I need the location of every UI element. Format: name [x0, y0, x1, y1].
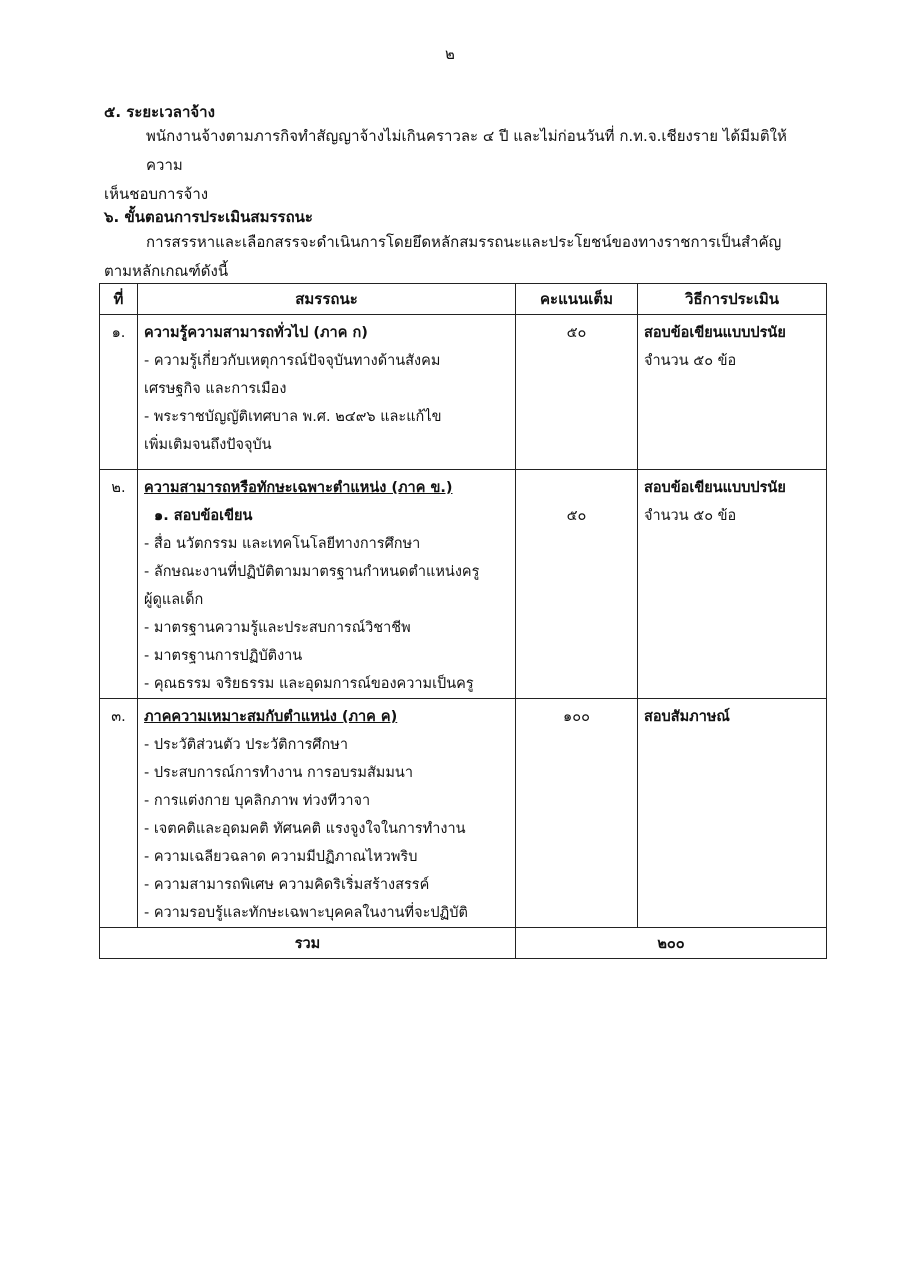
score-cell: ๑๐๐ — [516, 699, 638, 928]
competency-title: ภาคความเหมาะสมกับตำแหน่ง (ภาค ค) — [144, 709, 398, 725]
competency-line: ผู้ดูแลเด็ก — [144, 592, 204, 608]
row-number: ๒. — [100, 470, 138, 699]
table-header-row — [100, 284, 827, 315]
competency-line: เศรษฐกิจ และการเมือง — [144, 381, 287, 397]
section6-line1: การสรรหาและเลือกสรรจะดำเนินการโดยยึดหลักสมรรถนะและประโยชน์ของทางราชการเป็นสำคัญ — [146, 233, 782, 251]
competency-table — [99, 283, 827, 959]
competency-line: - ความรอบรู้และทักษะเฉพาะบุคคลในงานที่จะปฏิบัติ — [144, 905, 468, 921]
header-score: คะแนนเต็ม — [516, 284, 638, 315]
competency-line: - ประวัติส่วนตัว ประวัติการศึกษา — [144, 737, 348, 753]
method-detail: จำนวน ๕๐ ข้อ — [644, 508, 737, 524]
header-method: วิธีการประเมิน — [638, 284, 827, 315]
method-cell — [638, 315, 827, 470]
row-number: ๑. — [100, 315, 138, 470]
competency-line: - ลักษณะงานที่ปฏิบัติตามมาตรฐานกำหนดตำแหน่งครู — [144, 564, 480, 580]
competency-line: - ความสามารถพิเศษ ความคิดริเริ่มสร้างสรรค์ — [144, 877, 430, 893]
competency-line: - สื่อ นวัตกรรม และเทคโนโลยีทางการศึกษา — [144, 536, 421, 552]
competency-cell — [138, 699, 516, 928]
method-title: สอบข้อเขียนแบบปรนัย — [644, 325, 786, 341]
section5-heading: ๕. ระยะเวลาจ้าง — [104, 103, 215, 121]
method-title: สอบข้อเขียนแบบปรนัย — [644, 480, 786, 496]
method-cell — [638, 699, 827, 928]
section5-line1: พนักงานจ้างตามภารกิจทำสัญญาจ้างไม่เกินคราวละ ๔ ปี และไม่ก่อนวันที่ ก.ท.จ.เชียงราย ได้มีมติให้ความ — [146, 127, 787, 174]
method-detail: จำนวน ๕๐ ข้อ — [644, 353, 737, 369]
total-label: รวม — [100, 928, 516, 959]
competency-title: ความสามารถหรือทักษะเฉพาะตำแหน่ง (ภาค ข.) — [144, 480, 453, 496]
header-no: ที่ — [100, 284, 138, 315]
section5-line2: เห็นชอบการจ้าง — [104, 185, 209, 203]
competency-line: - ประสบการณ์การทำงาน การอบรมสัมมนา — [144, 765, 413, 781]
method-cell — [638, 470, 827, 699]
section6-body — [104, 228, 804, 286]
method-title: สอบสัมภาษณ์ — [644, 709, 730, 725]
competency-line: - พระราชบัญญัติเทศบาล พ.ศ. ๒๔๙๖ และแก้ไข — [144, 409, 442, 425]
competency-subtitle: ๑. สอบข้อเขียน — [154, 508, 253, 524]
competency-line: - มาตรฐานความรู้และประสบการณ์วิชาชีพ — [144, 620, 411, 636]
table-row — [100, 699, 827, 928]
total-value: ๒๐๐ — [516, 928, 827, 959]
competency-title: ความรู้ความสามารถทั่วไป (ภาค ก) — [144, 325, 368, 341]
competency-cell — [138, 470, 516, 699]
competency-line: เพิ่มเติมจนถึงปัจจุบัน — [144, 437, 272, 453]
competency-line: - การแต่งกาย บุคลิกภาพ ท่วงทีวาจา — [144, 793, 371, 809]
competency-line: - เจตคติและอุดมคติ ทัศนคติ แรงจูงใจในการทำงาน — [144, 821, 466, 837]
table-row — [100, 315, 827, 470]
row-number: ๓. — [100, 699, 138, 928]
competency-line: - คุณธรรม จริยธรรม และอุดมการณ์ของความเป็นครู — [144, 676, 474, 692]
section6-heading: ๖. ขั้นตอนการประเมินสมรรถนะ — [104, 208, 313, 226]
section6-line2: ตามหลักเกณฑ์ดังนี้ — [104, 262, 229, 280]
section5-body — [104, 122, 804, 209]
competency-line: - มาตรฐานการปฏิบัติงาน — [144, 648, 303, 664]
competency-line: - ความรู้เกี่ยวกับเหตุการณ์ปัจจุบันทางด้านสังคม — [144, 353, 441, 369]
score-cell: ๕๐ — [516, 315, 638, 470]
competency-line: - ความเฉลียวฉลาด ความมีปฏิภาณไหวพริบ — [144, 849, 418, 865]
table-row — [100, 470, 827, 699]
score-cell: ๕๐ — [516, 470, 638, 699]
header-competency: สมรรถนะ — [138, 284, 516, 315]
page-number: ๒ — [445, 45, 455, 63]
total-row — [100, 928, 827, 959]
competency-cell — [138, 315, 516, 470]
